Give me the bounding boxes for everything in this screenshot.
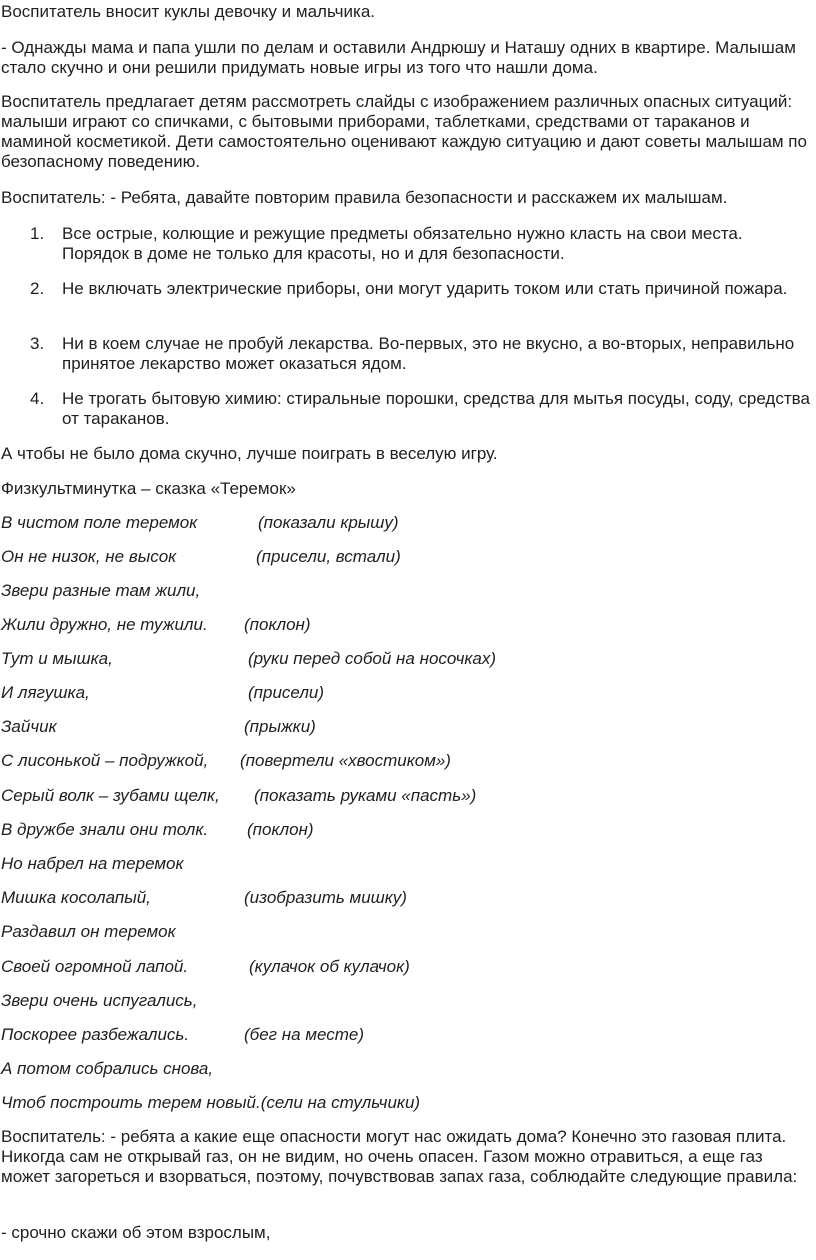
- poem-action: (присели): [248, 683, 325, 702]
- poem-line: [1, 717, 316, 737]
- rule-number: 3.: [30, 334, 45, 353]
- poem-text: Тут и мышка,: [1, 649, 113, 668]
- poem-text: И лягушка,: [1, 683, 90, 702]
- teacher-paragraph: Воспитатель: - Ребята, давайте повторим правила безопасности и расскажем их малышам.: [1, 188, 728, 207]
- poem-action: (изобразить мишку): [244, 888, 407, 907]
- poem-line: [1, 1025, 365, 1045]
- poem-text: Раздавил он теремок: [1, 922, 176, 941]
- poem-title: Физкультминутка – сказка «Теремок»: [1, 479, 296, 498]
- poem-text: Зайчик: [1, 717, 57, 736]
- poem-line: [1, 751, 451, 771]
- poem-text: В дружбе знали они толк.: [1, 820, 209, 839]
- poem-text: А потом собрались снова,: [1, 1059, 214, 1078]
- rule-number: 2.: [30, 279, 45, 298]
- poem-text: Мишка косолапый,: [1, 888, 151, 907]
- poem-action: (повертели «хвостиком»): [240, 751, 451, 770]
- poem-text: Жили дружно, не тужили.: [1, 615, 208, 634]
- poem-line: [1, 547, 401, 567]
- poem-line: [1, 786, 477, 806]
- intro-paragraph: Воспитатель вносит куклы девочку и мальчика.: [1, 2, 375, 21]
- poem-text: С лисонькой – подружкой,: [1, 751, 209, 770]
- poem-line: [1, 888, 407, 908]
- poem-line: [1, 683, 325, 703]
- poem-text: Звери разные там жили,: [1, 581, 201, 600]
- poem-line: [1, 581, 200, 601]
- poem-action: (показали крышу): [258, 513, 399, 532]
- rule-text: Ни в коем случае не пробуй лекарства. Во-первых, это не вкусно, а во-вторых, неправильно принятое лекарство может оказаться ядом.: [62, 334, 795, 373]
- poem-line: [1, 820, 314, 840]
- poem-line: [1, 957, 410, 977]
- poem-line: [1, 615, 311, 635]
- poem-line: [1, 513, 399, 533]
- poem-line: [1, 922, 176, 942]
- rule-text: Все острые, колющие и режущие предметы обязательно нужно класть на свои места. Порядок в доме не только для красоты, но и для безопасности.: [62, 224, 743, 263]
- poem-action: (прыжки): [244, 717, 316, 736]
- poem-action: (бег на месте): [244, 1025, 365, 1044]
- poem-text: Но набрел на теремок: [1, 854, 184, 873]
- poem-line: [1, 649, 497, 669]
- rule-number: 4.: [30, 389, 45, 408]
- poem-action: (показать руками «пасть»): [254, 786, 477, 805]
- poem-action: (руки перед собой на носочках): [248, 649, 497, 668]
- poem-action: (присели, встали): [256, 547, 401, 566]
- poem-text: В чистом поле теремок: [1, 513, 198, 532]
- poem-text: Поскорее разбежались.: [1, 1025, 190, 1044]
- poem-action: (поклон): [244, 615, 311, 634]
- poem-action: (сели на стульчики): [260, 1093, 421, 1112]
- story-paragraph: - Однажды мама и папа ушли по делам и оставили Андрюшу и Наташу одних в квартире. Малышам стало скучно и они решили придумать новые игры из того что нашли дома.: [1, 38, 796, 77]
- poem-line: [1, 1059, 213, 1079]
- rule-text: Не трогать бытовую химию: стиральные порошки, средства для мытья посуды, соду, средства от тараканов.: [62, 389, 810, 428]
- poem-text: Серый волк – зубами щелк,: [1, 786, 220, 805]
- poem-line: [1, 1093, 420, 1113]
- game-paragraph: А чтобы не было дома скучно, лучше поиграть в веселую игру.: [1, 444, 498, 463]
- poem-line: [1, 991, 197, 1011]
- rule-number: 1.: [30, 224, 45, 243]
- gas-paragraph: Воспитатель: - ребята а какие еще опасности могут нас ожидать дома? Конечно это газовая плита. Никогда сам не открывай газ, он не видим, но очень опасен. Газом можно отравиться, а еще газ может загореться и взорваться, поэтому, почувствовав запах газа, соблюдайте следующие правила:: [1, 1127, 798, 1186]
- slides-paragraph: Воспитатель предлагает детям рассмотреть слайды с изображением различных опасных ситуаций: малыши играют со спичками, с бытовыми приборами, таблетками, средствами от тараканов и маминой косметикой. Дети самостоятельно оценивают каждую ситуацию и дают советы малышам по безопасному поведению.: [1, 92, 807, 171]
- gas-rule-item: - срочно скажи об этом взрослым,: [1, 1223, 271, 1242]
- rule-text: Не включать электрические приборы, они могут ударить током или стать причиной пожара.: [62, 279, 788, 298]
- poem-text: Своей огромной лапой.: [1, 957, 189, 976]
- poem-text: Звери очень испугались,: [1, 991, 198, 1010]
- poem-action: (кулачок об кулачок): [249, 957, 410, 976]
- poem-line: [1, 854, 183, 874]
- poem-text: Он не низок, не высок: [1, 547, 177, 566]
- poem-text: Чтоб построить терем новый.: [1, 1093, 261, 1112]
- poem-action: (поклон): [247, 820, 314, 839]
